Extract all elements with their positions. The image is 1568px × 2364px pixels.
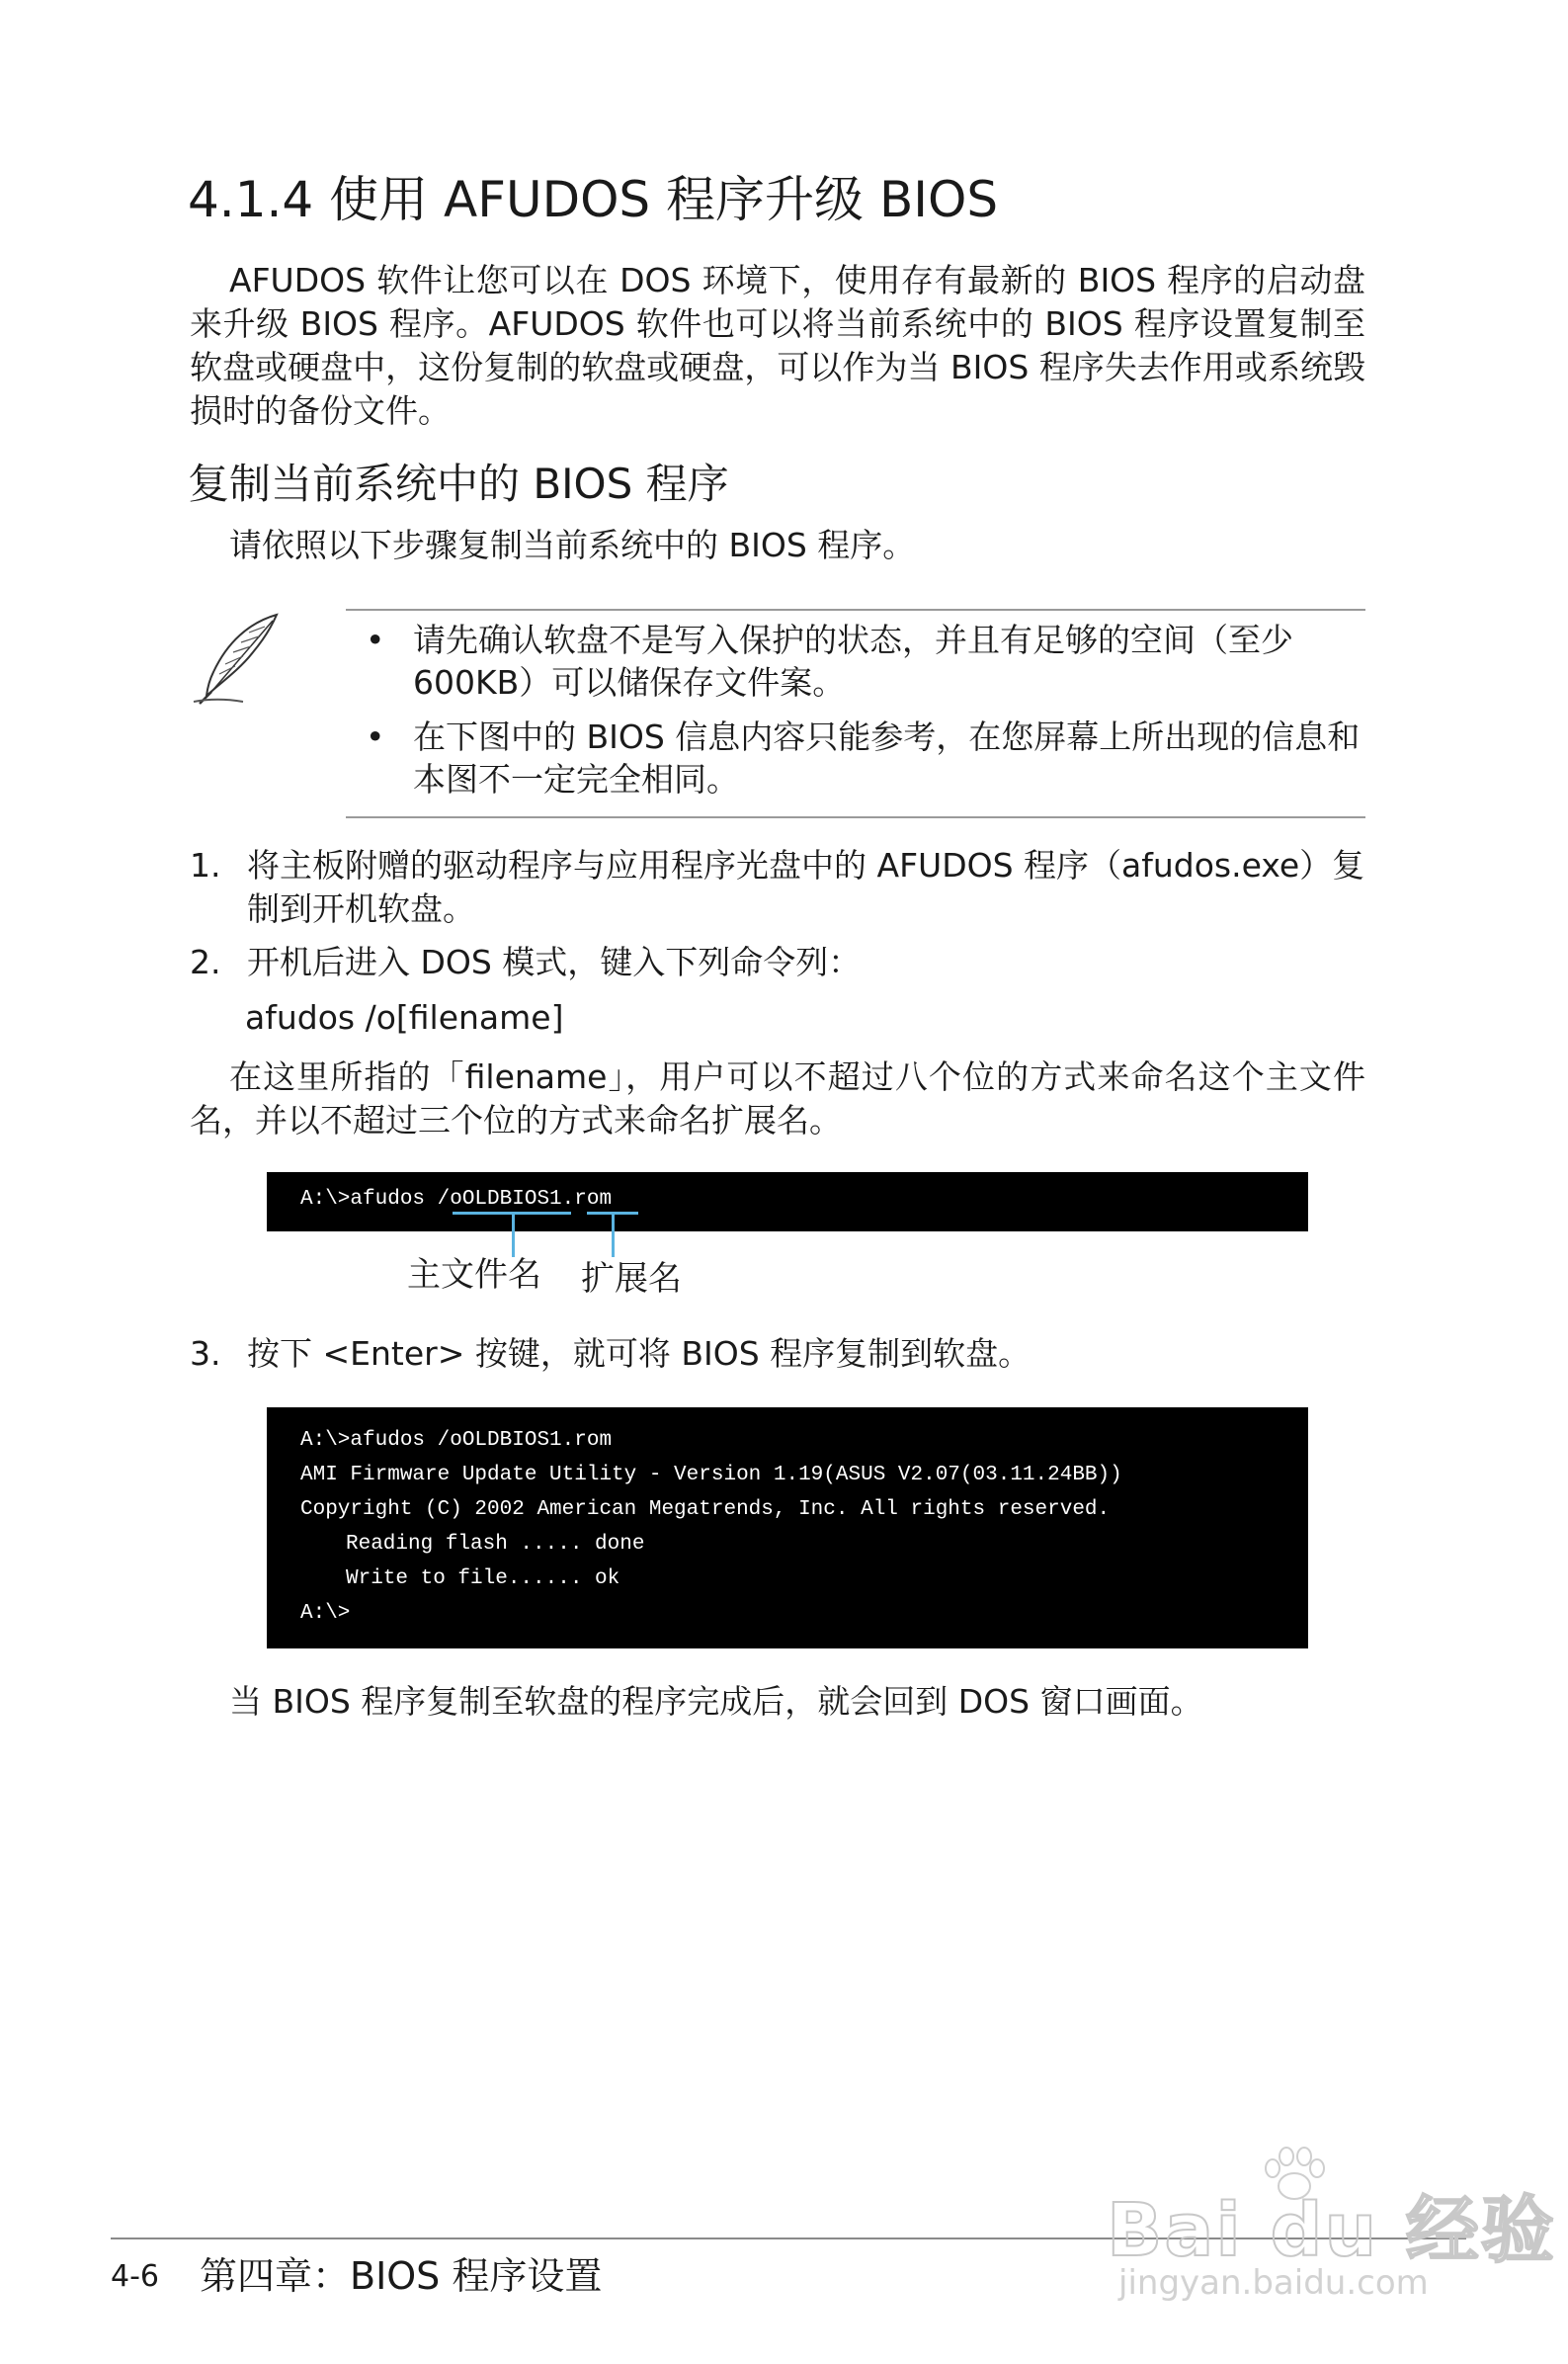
step-text: 开机后进入 DOS 模式，键入下列命令列： [247, 943, 862, 981]
note-feather-icon [190, 609, 289, 708]
subsection-intro: 请依照以下步骤复制当前系统中的 BIOS 程序。 [229, 526, 916, 564]
step-text: 按下 <Enter> 按键，就可将 BIOS 程序复制到软盘。 [247, 1334, 1032, 1373]
note-bullet: • [366, 718, 385, 756]
baidu-jingyan-watermark [1107, 2145, 1556, 2313]
terminal-line: A:\>afudos /oOLDBIOS1.rom [300, 1429, 613, 1452]
chapter-title: 第四章：BIOS 程序设置 [200, 2254, 603, 2298]
page-number: 4-6 [111, 2259, 159, 2294]
note-text: 在下图中的 BIOS 信息内容只能参考，在您屏幕上所出现的信息和本图不一定完全相同。 [413, 718, 1361, 799]
intro-paragraph: AFUDOS 软件让您可以在 DOS 环境下，使用存有最新的 BIOS 程序的启动盘来升级 BIOS 程序。AFUDOS 软件也可以将当前系统中的 BIOS 程序设置复制至软盘或硬盘中，这份复制的软盘或硬盘，可以作为当 BIOS 程序失去作用或系统毁损时的备份文件。 [190, 261, 1365, 430]
filename-explanation: 在这里所指的「filename」，用户可以不超过八个位的方式来命名这个主文件名，并以不超过三个位的方式来命名扩展名。 [190, 1057, 1365, 1140]
callout-stem-main-name [512, 1214, 515, 1257]
note-bottom-divider [346, 816, 1365, 818]
step-text: 将主板附赠的驱动程序与应用程序光盘中的 AFUDOS 程序（afudos.exe）复制到开机软盘。 [247, 846, 1365, 928]
terminal-line: A:\> [300, 1602, 351, 1625]
subsection-title: 复制当前系统中的 BIOS 程序 [188, 460, 729, 508]
callout-label-extension: 扩展名 [581, 1259, 682, 1299]
note-item [366, 619, 1365, 704]
watermark-brand: Bai du 经验 [1107, 2188, 1556, 2273]
command-syntax: afudos /o[filename] [245, 998, 564, 1037]
terminal-screenshot-command [267, 1172, 1308, 1231]
step-item [190, 1332, 1365, 1376]
callout-stem-extension [612, 1214, 615, 1257]
closing-paragraph: 当 BIOS 程序复制至软盘的程序完成后，就会回到 DOS 窗口画面。 [229, 1682, 1203, 1721]
note-top-divider [346, 609, 1365, 611]
step-number: 2. [190, 943, 221, 981]
step-item [190, 941, 1365, 984]
watermark-url: jingyan.baidu.com [1118, 2263, 1429, 2303]
section-title: 4.1.4 使用 AFUDOS 程序升级 BIOS [188, 171, 999, 228]
step-item [190, 844, 1365, 931]
note-text: 请先确认软盘不是写入保护的状态，并且有足够的空间（至少 600KB）可以储保存文件案。 [413, 621, 1293, 702]
step-number: 3. [190, 1334, 221, 1373]
terminal-line: A:\>afudos /oOLDBIOS1.rom [300, 1188, 613, 1211]
callout-label-main-name: 主文件名 [407, 1255, 541, 1295]
terminal-line: AMI Firmware Update Utility - Version 1.19(ASUS V2.07(03.11.24BB)) [300, 1464, 1122, 1486]
terminal-line: Reading flash ..... done [346, 1533, 645, 1556]
note-item [366, 716, 1365, 801]
terminal-screenshot-output [267, 1407, 1308, 1648]
feather-pen-icon [190, 609, 289, 708]
note-bullet: • [366, 621, 385, 659]
step-number: 1. [190, 846, 221, 885]
terminal-line: Copyright (C) 2002 American Megatrends, Inc. All rights reserved. [300, 1498, 1111, 1521]
terminal-line: Write to file...... ok [346, 1567, 620, 1590]
